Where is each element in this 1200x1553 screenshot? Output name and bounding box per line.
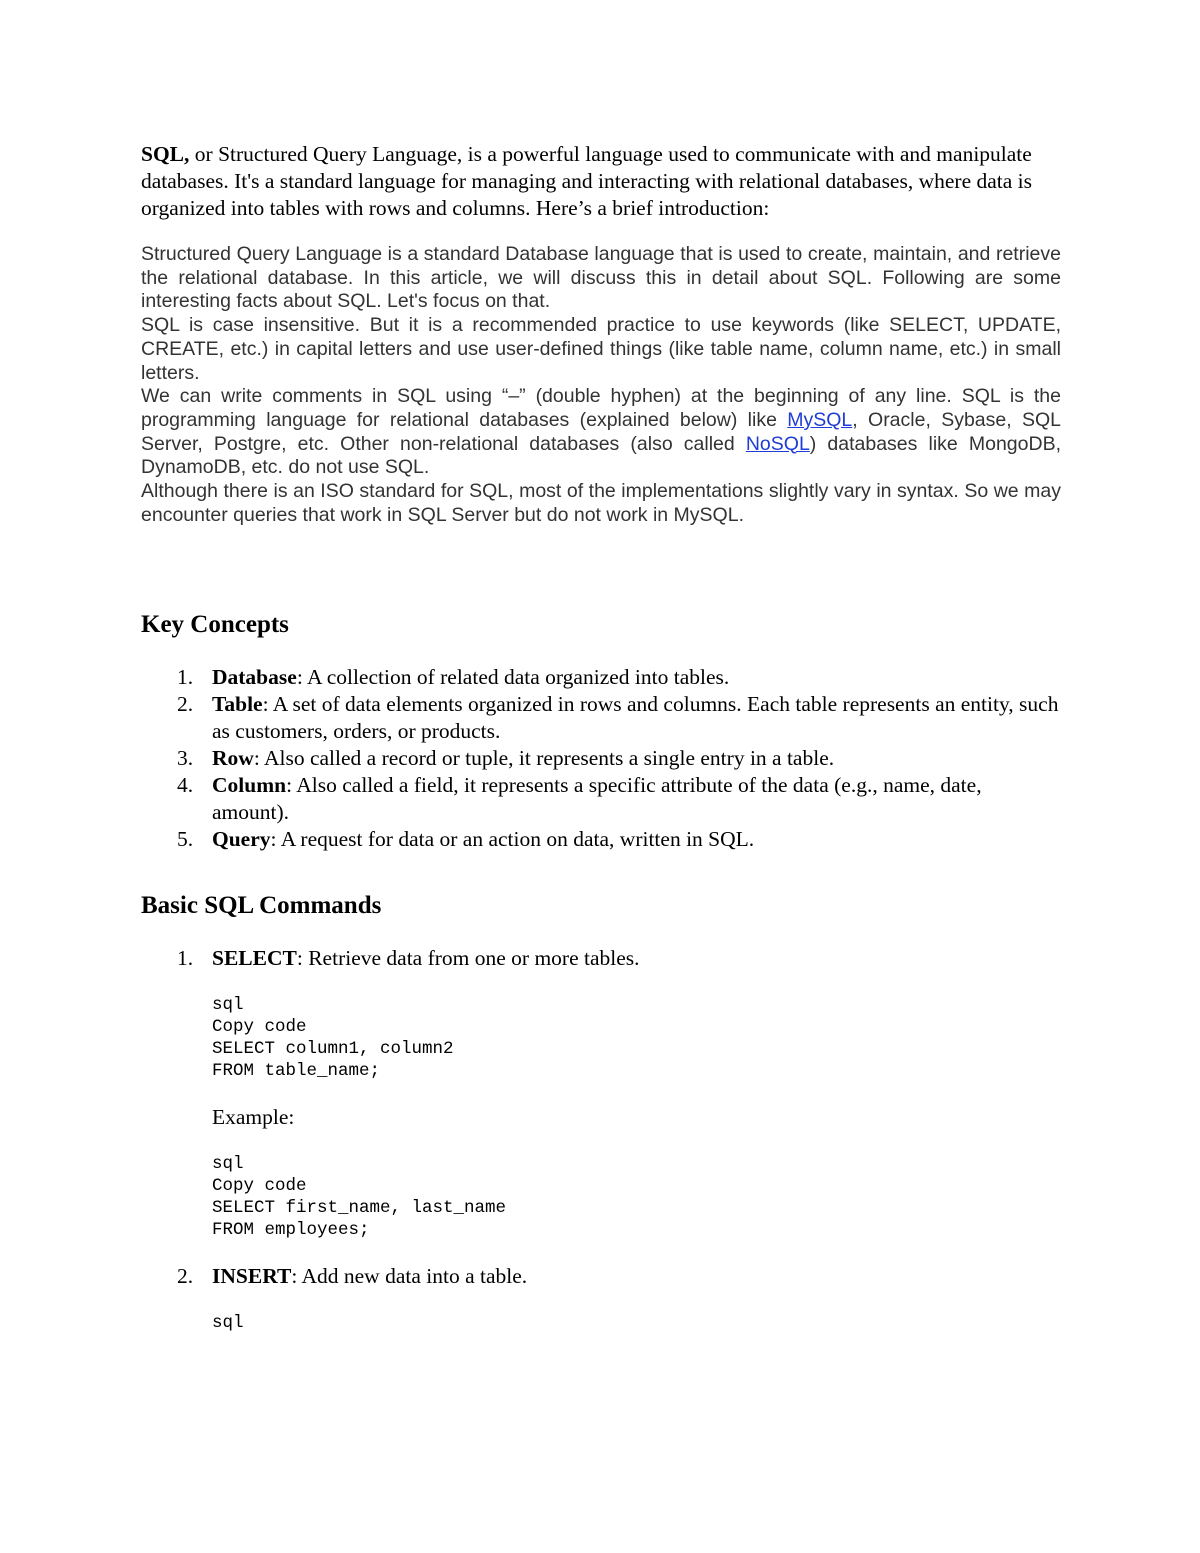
document-page [141,141,1061,1334]
list-item [141,691,1061,745]
list-number: 3. [177,746,194,771]
fact-3-part-b: , Oracle, Sybase, SQL Server, Postgre, etc. Other non-relational databases (also called [141,408,1061,455]
concept-term: Database [212,665,297,690]
command-term: SELECT [212,946,297,971]
intro-text: or Structured Query Language, is a powerful language used to communicate with and manipulate databases. It's a standard language for managing and interacting with relational databases, where data is organized into tables with rows and columns. Here’s a brief introduction: [141,142,1033,220]
intro-lead: SQL, [141,142,190,166]
list-number: 1. [177,665,194,690]
list-number: 5. [177,827,194,852]
command-desc: : Retrieve data from one or more tables. [296,946,640,971]
mysql-link[interactable]: MySQL [787,408,853,431]
fact-3-part-a: We can write comments in SQL using “–” (double hyphen) at the beginning of any line. SQL is the programming language for relational databases (explained below) like [141,385,1061,431]
basic-commands-heading: Basic SQL Commands [141,892,382,920]
list-item [141,664,1061,691]
list-item [141,826,1061,853]
key-concepts-heading: Key Concepts [141,611,289,639]
sql-facts-block [141,243,1061,527]
command-term: INSERT [212,1264,292,1289]
concept-desc: : Also called a record or tuple, it represents a single entry in a table. [253,746,835,771]
code-block-example: sql Copy code SELECT first_name, last_name FROM employees; [212,1154,507,1241]
concept-desc: : A set of data elements organized in rows and columns. Each table represents an entity, such as customers, orders, or products. [212,692,1059,744]
fact-paragraph-1: Structured Query Language is a standard Database language that is used to create, maintain, and retrieve the relational database. In this article, we will discuss this in detail about SQL. Following are some interesting facts about SQL. Let's focus on that. [141,243,1061,313]
example-label: Example: [212,1105,295,1130]
fact-3-part-c: ) databases like MongoDB, DynamoDB, etc. do not use SQL. [141,432,1061,479]
key-concepts-list [141,664,1061,853]
concept-desc: : A collection of related data organized into tables. [296,665,730,690]
code-block-select: sql Copy code SELECT column1, column2 FROM table_name; [212,995,454,1082]
intro-paragraph [141,141,1061,222]
concept-term: Table [212,692,263,717]
nosql-link[interactable]: NoSQL [745,432,810,455]
fact-paragraph-4: Although there is an ISO standard for SQL, most of the implementations slightly vary in syntax. So we may encounter queries that work in SQL Server but do not work in MySQL. [141,480,1061,526]
list-item [141,772,1061,826]
list-item-insert [141,1263,1061,1334]
list-item [141,745,1061,772]
list-number: 1. [177,946,194,971]
list-number: 4. [177,773,194,798]
list-item-select [141,945,1061,1241]
concept-term: Row [212,746,254,771]
concept-desc: : Also called a field, it represents a specific attribute of the data (e.g., name, date, amount). [212,773,982,825]
fact-paragraph-2: SQL is case insensitive. But it is a recommended practice to use keywords (like SELECT, UPDATE, CREATE, etc.) in capital letters and use user-defined things (like table name, column name, etc.) in small letters. [141,314,1061,384]
list-number: 2. [177,692,194,717]
concept-desc: : A request for data or an action on data, written in SQL. [270,827,755,852]
list-number: 2. [177,1264,194,1289]
code-block-insert: sql [212,1313,244,1334]
command-desc: : Add new data into a table. [291,1264,528,1289]
concept-term: Query [212,827,271,852]
basic-commands-list [141,945,1061,1334]
concept-term: Column [212,773,287,798]
fact-paragraph-3 [141,385,1061,480]
